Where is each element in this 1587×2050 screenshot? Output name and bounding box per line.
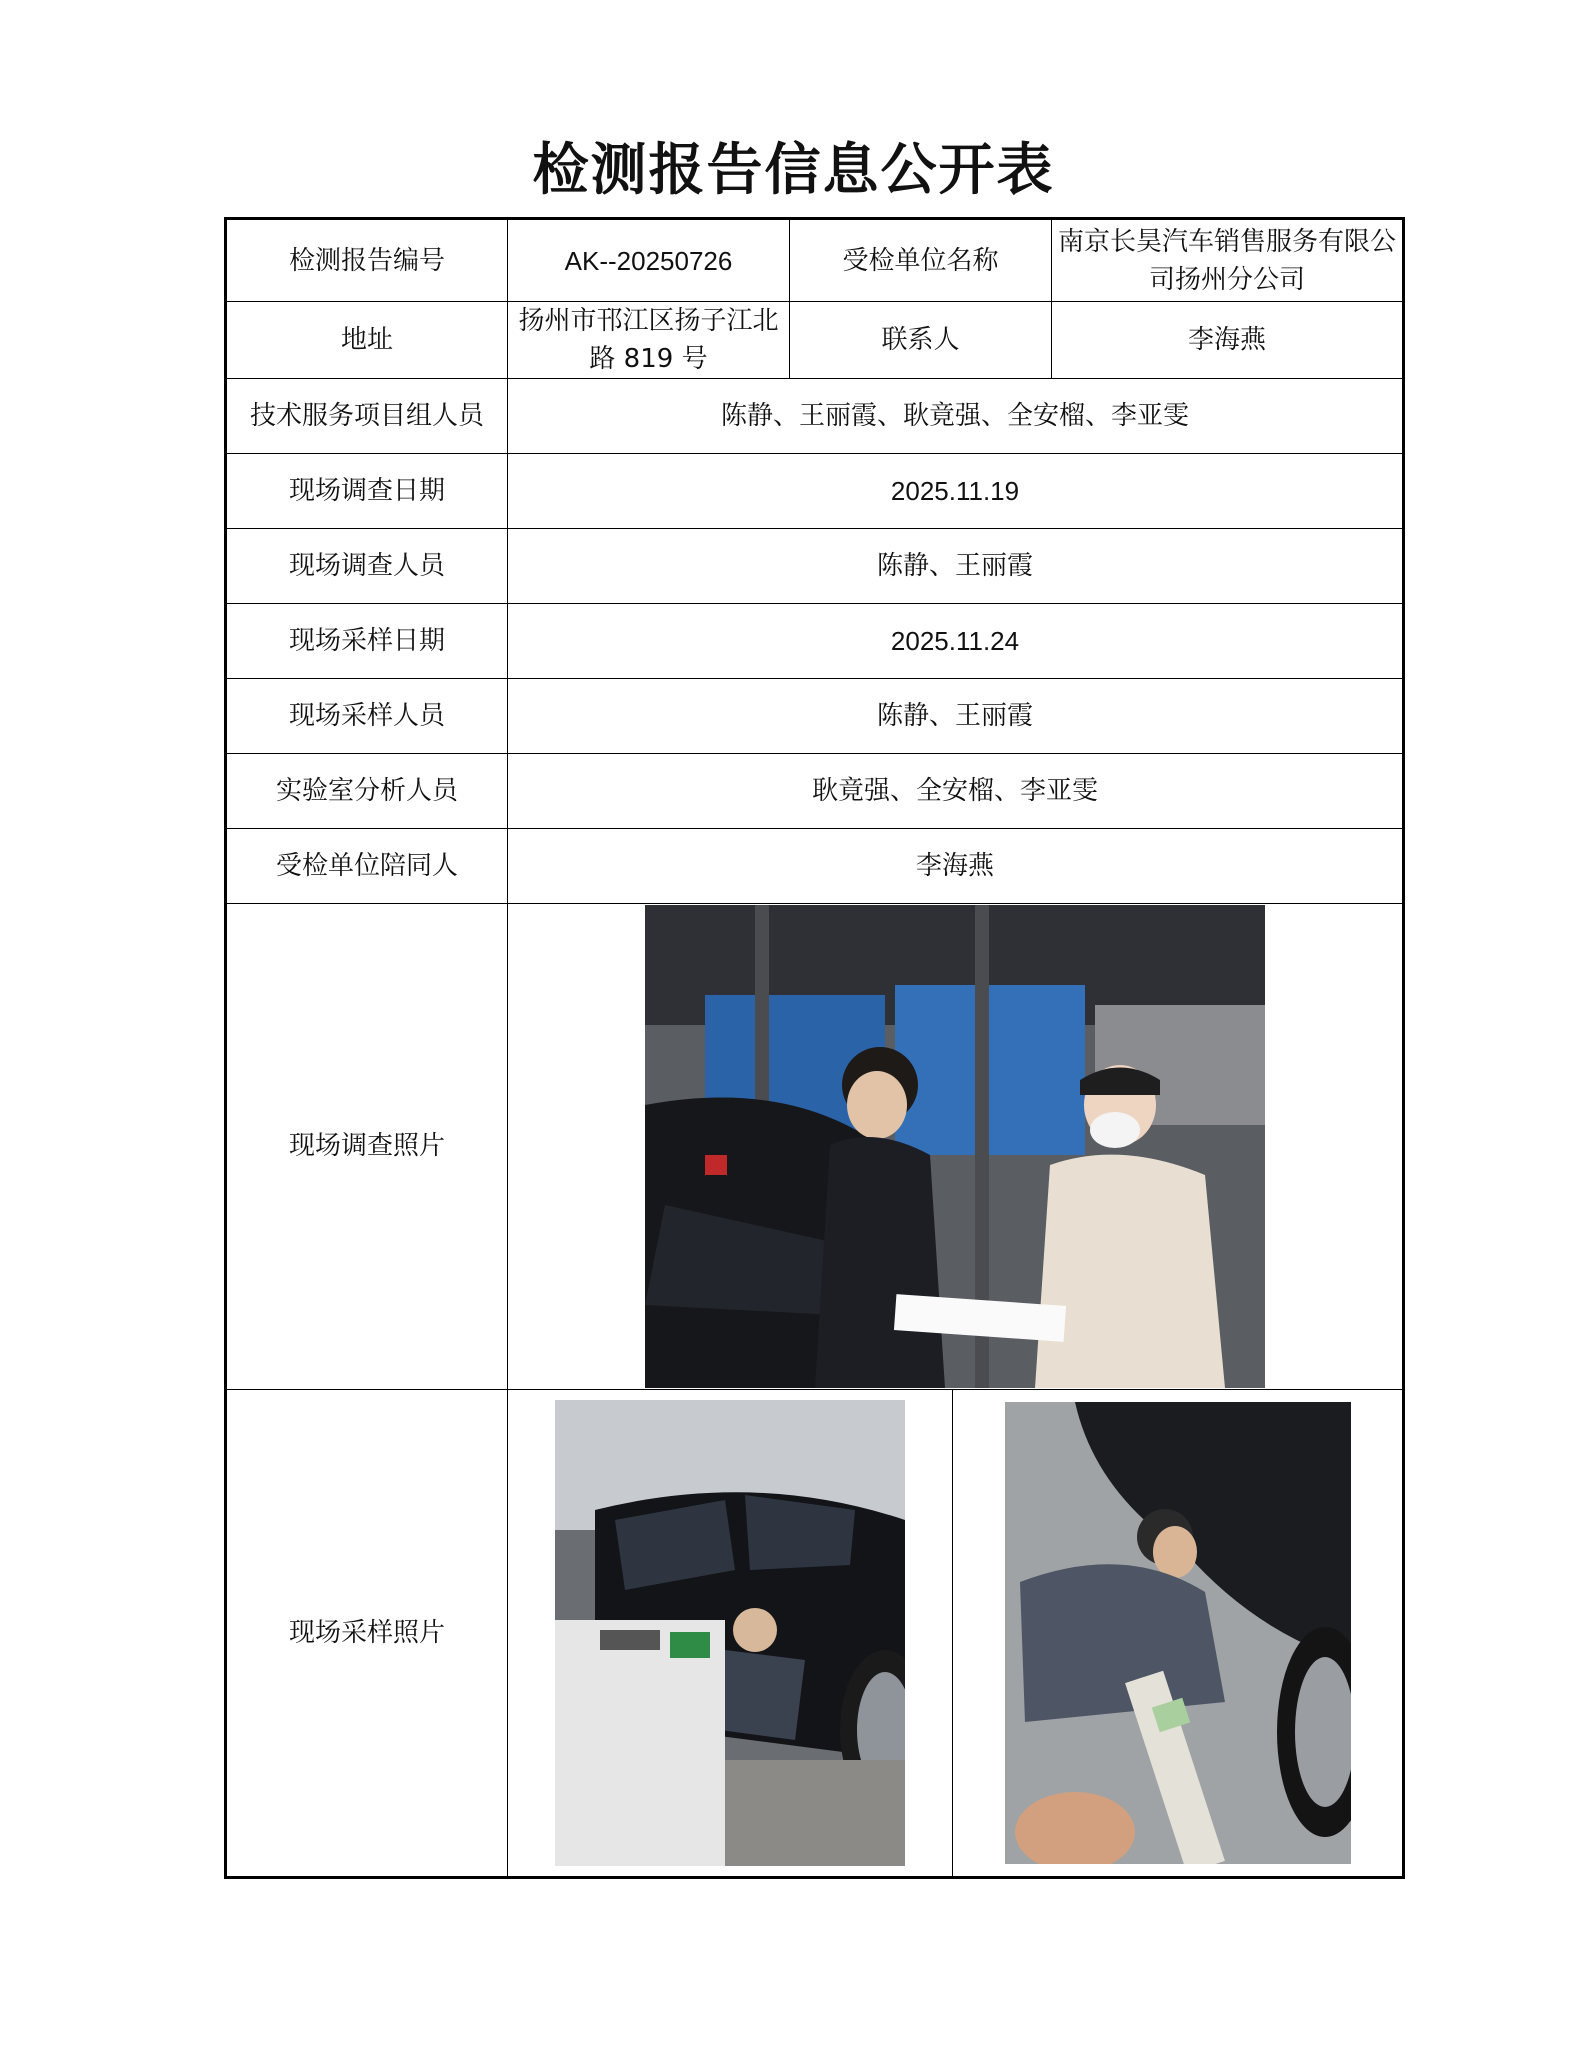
row-report-number xyxy=(226,219,1404,302)
report-number-value: AK--20250726 xyxy=(508,219,790,302)
sampling-photo-1 xyxy=(555,1400,905,1866)
row-escort xyxy=(226,829,1404,904)
sampling-photo-cell-1 xyxy=(508,1389,953,1877)
row-sampling-staff xyxy=(226,679,1404,754)
sampling-staff-label: 现场采样人员 xyxy=(226,679,508,754)
team-label: 技术服务项目组人员 xyxy=(226,379,508,454)
sampling-date-label: 现场采样日期 xyxy=(226,604,508,679)
lab-staff-label: 实验室分析人员 xyxy=(226,754,508,829)
sampling-photo-label: 现场采样照片 xyxy=(226,1389,508,1877)
survey-staff-label: 现场调查人员 xyxy=(226,529,508,604)
lab-staff-value: 耿竟强、全安榴、李亚雯 xyxy=(508,754,1404,829)
survey-date-label: 现场调查日期 xyxy=(226,454,508,529)
sampling-date-value: 2025.11.24 xyxy=(508,604,1404,679)
survey-photo-label: 现场调查照片 xyxy=(226,904,508,1389)
address-label: 地址 xyxy=(226,302,508,379)
row-survey-photo xyxy=(226,904,1404,1389)
row-sampling-photo xyxy=(226,1389,1404,1877)
row-survey-date xyxy=(226,454,1404,529)
page-title: 检测报告信息公开表 xyxy=(532,137,1055,203)
survey-staff-value: 陈静、王丽霞 xyxy=(508,529,1404,604)
survey-photo xyxy=(645,905,1265,1388)
row-lab-staff xyxy=(226,754,1404,829)
row-address xyxy=(226,302,1404,379)
unit-name-label: 受检单位名称 xyxy=(790,219,1052,302)
escort-label: 受检单位陪同人 xyxy=(226,829,508,904)
team-value: 陈静、王丽霞、耿竟强、全安榴、李亚雯 xyxy=(508,379,1404,454)
address-value: 扬州市邗江区扬子江北路 819 号 xyxy=(508,302,790,379)
row-survey-staff xyxy=(226,529,1404,604)
report-info-table xyxy=(224,217,1405,1879)
report-number-label: 检测报告编号 xyxy=(226,219,508,302)
row-sampling-date xyxy=(226,604,1404,679)
contact-label: 联系人 xyxy=(790,302,1052,379)
survey-date-value: 2025.11.19 xyxy=(508,454,1404,529)
row-team xyxy=(226,379,1404,454)
contact-value: 李海燕 xyxy=(1052,302,1404,379)
unit-name-value: 南京长昊汽车销售服务有限公司扬州分公司 xyxy=(1052,219,1404,302)
sampling-staff-value: 陈静、王丽霞 xyxy=(508,679,1404,754)
survey-photo-cell xyxy=(508,904,1404,1389)
sampling-photo-cell-2 xyxy=(953,1389,1404,1877)
sampling-photo-2 xyxy=(1005,1402,1351,1864)
escort-value: 李海燕 xyxy=(508,829,1404,904)
